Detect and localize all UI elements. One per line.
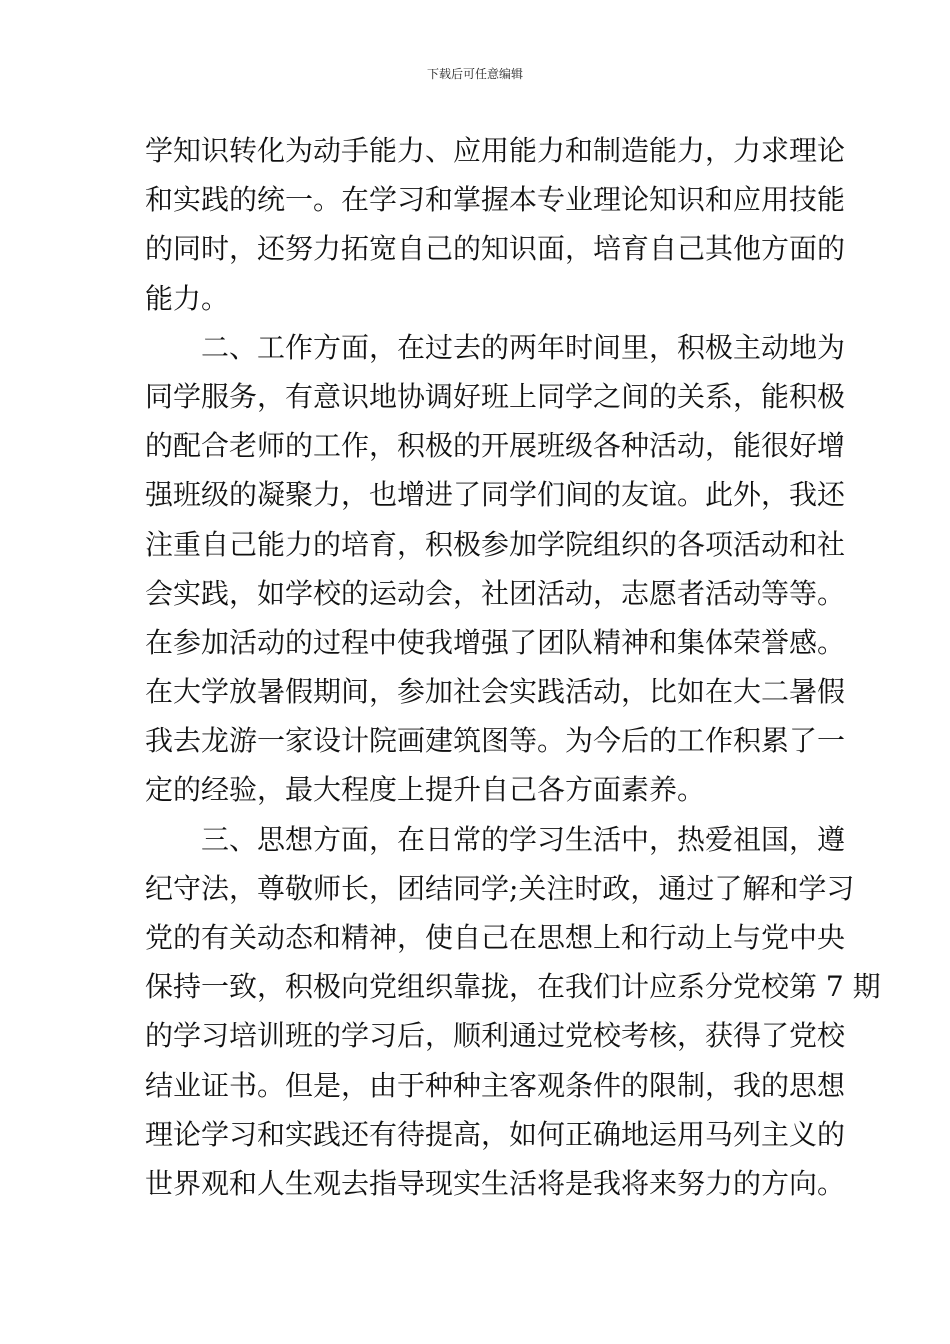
text-line: 在大学放暑假期间，参加社会实践活动，比如在大二暑假 [145,675,846,709]
text-line: 强班级的凝聚力，也增进了同学们间的友谊。此外，我还 [145,478,846,512]
text-line: 的同时，还努力拓宽自己的知识面，培育自己其他方面的 [145,232,846,266]
text-line: 会实践，如学校的运动会，社团活动，志愿者活动等等。 [145,576,846,610]
document-body [145,126,881,1208]
text-line: 在参加活动的过程中使我增强了团队精神和集体荣誉感。 [145,625,846,659]
text-line: 注重自己能力的培育，积极参加学院组织的各项活动和社 [145,527,846,561]
text-line: 学知识转化为动手能力、应用能力和制造能力，力求理论 [145,134,846,167]
text-line: 保持一致，积极向党组织靠拢，在我们计应系分党校第 7 期 [145,970,881,1004]
text-line: 能力。 [145,281,230,315]
text-line: 结业证书。但是，由于种种主客观条件的限制，我的思想 [145,1068,846,1102]
text-line: 理论学习和实践还有待提高，如何正确地运用马列主义的 [145,1117,846,1151]
text-line: 纪守法，尊敬师长，团结同学;关注时政，通过了解和学习 [145,871,855,905]
text-line: 定的经验，最大程度上提升自己各方面素养。 [145,773,706,807]
text-line: 世界观和人生观去指导现实生活将是我将来努力的方向。 [145,1166,846,1200]
text-line: 党的有关动态和精神，使自己在思想上和行动上与党中央 [145,921,846,954]
header-note: 下载后可任意编辑 [426,67,523,81]
text-line: 的配合老师的工作，积极的开展班级各种活动，能很好增 [145,429,846,463]
text-line: 我去龙游一家设计院画建筑图等。为今后的工作积累了一 [145,724,846,758]
paragraph-first-line: 二、工作方面，在过去的两年时间里，积极主动地为 [201,330,846,364]
text-line: 和实践的统一。在学习和掌握本专业理论知识和应用技能 [145,183,846,217]
text-line: 的学习培训班的学习后，顺利通过党校考核，获得了党校 [145,1019,846,1053]
paragraph-first-line: 三、思想方面，在日常的学习生活中，热爱祖国，遵 [201,822,846,856]
text-line: 同学服务，有意识地协调好班上同学之间的关系，能积极 [145,379,846,413]
